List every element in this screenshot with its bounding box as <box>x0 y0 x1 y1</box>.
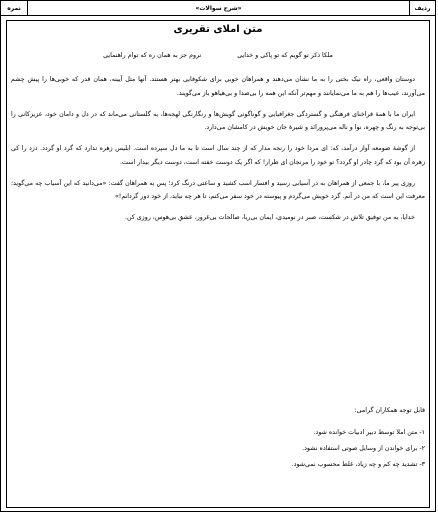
page-title: متن املای تقریری <box>173 24 263 35</box>
paragraph: ایران ما با همهٔ فراخنای فرهنگی و گستردگی جغرافیایی و گوناگونی گویش‌ها و رنگارنگی لهجه‌ها، به گلستانی می‌ماند که در دل و دامان خود، عزیزکانی را بی‌توجه به رنگ و چهره، نوا و ناله می‌پرورانَد و شیرهٔ جان خویش در کامشان می‌دارد. <box>11 110 425 131</box>
paragraph: روزی پیر ما، با جمعی از همراهان به در آسیابی رسید و افسار اسب کشید و ساعتی درنگ کرد؛ پس به همراهان گفت: «می‌دانید که این آسیاب چه می‌گوید: معرفت این است که من در آنم. گرد خویش می‌گردم و پیوسته در خود سفر می‌کنم، تا هر چه نباید، از خود دور گردانم!» <box>11 179 425 200</box>
teacher-notes <box>11 403 425 473</box>
header-radif: ردیف <box>409 1 435 15</box>
header-sharh: «شرح سوالات» <box>27 1 409 15</box>
note-item: ۲- برای خواندن از وسایل صوتی استفاده نشود. <box>302 445 425 452</box>
header-nomre: نمره <box>7 4 21 12</box>
note-item: ۳- تشدید چه کم و چه زیاد، غلط محسوب نمی‌شود. <box>291 461 425 468</box>
note-item: ۱- متن املا توسط دبیر ادبیات خوانده شود. <box>313 429 425 436</box>
content-box <box>6 20 430 508</box>
poem-verse <box>7 52 429 59</box>
paragraph: دوستان واقعی، راه نیک بختی را به ما نشان می‌دهند و همراهان خوبی برای شکوفایی بهتر هستند. آنها مثل آیینه، همان قدر که خوبی‌ها را پیش چشم می‌آورند، عیب‌ها را هم به ما می‌نمایانند و مهم‌تر آنکه این همه را بی‌صدا و بی‌هیاهو باز می‌گویند. <box>11 76 425 97</box>
paragraph: از گوشهٔ صومعه آواز درآمد، که: ای مردا خود را رنجه مدار که از چند سال است تا به ما دل سپرده است. ابلیس زهره ندارد که گرد او گردد. دزد را کی زهره آن بود که گرد چادر او گردد؟ تو خود را مرنجان ای طرار! که اگر یک دوست خفته است، دوست دیگر بیدار است. <box>11 145 425 166</box>
dictation-text <box>11 73 425 232</box>
paragraph: خدایا، به من توفیق تلاش در شکست، صبر در نومیدی، ایمان بی‌ریا، صالحات بی‌غرور، عشق بی‌هوس، روزی کن. <box>124 214 415 221</box>
poem-misra-2: نروم جز به همان ره که توام راهنمایی <box>103 52 202 59</box>
notes-heading: قابل توجه همکاران گرامی: <box>354 407 425 414</box>
header-row <box>1 1 435 16</box>
poem-misra-1: ملکا ذکر تو گویم که تو پاکی و خدایی <box>237 52 333 59</box>
